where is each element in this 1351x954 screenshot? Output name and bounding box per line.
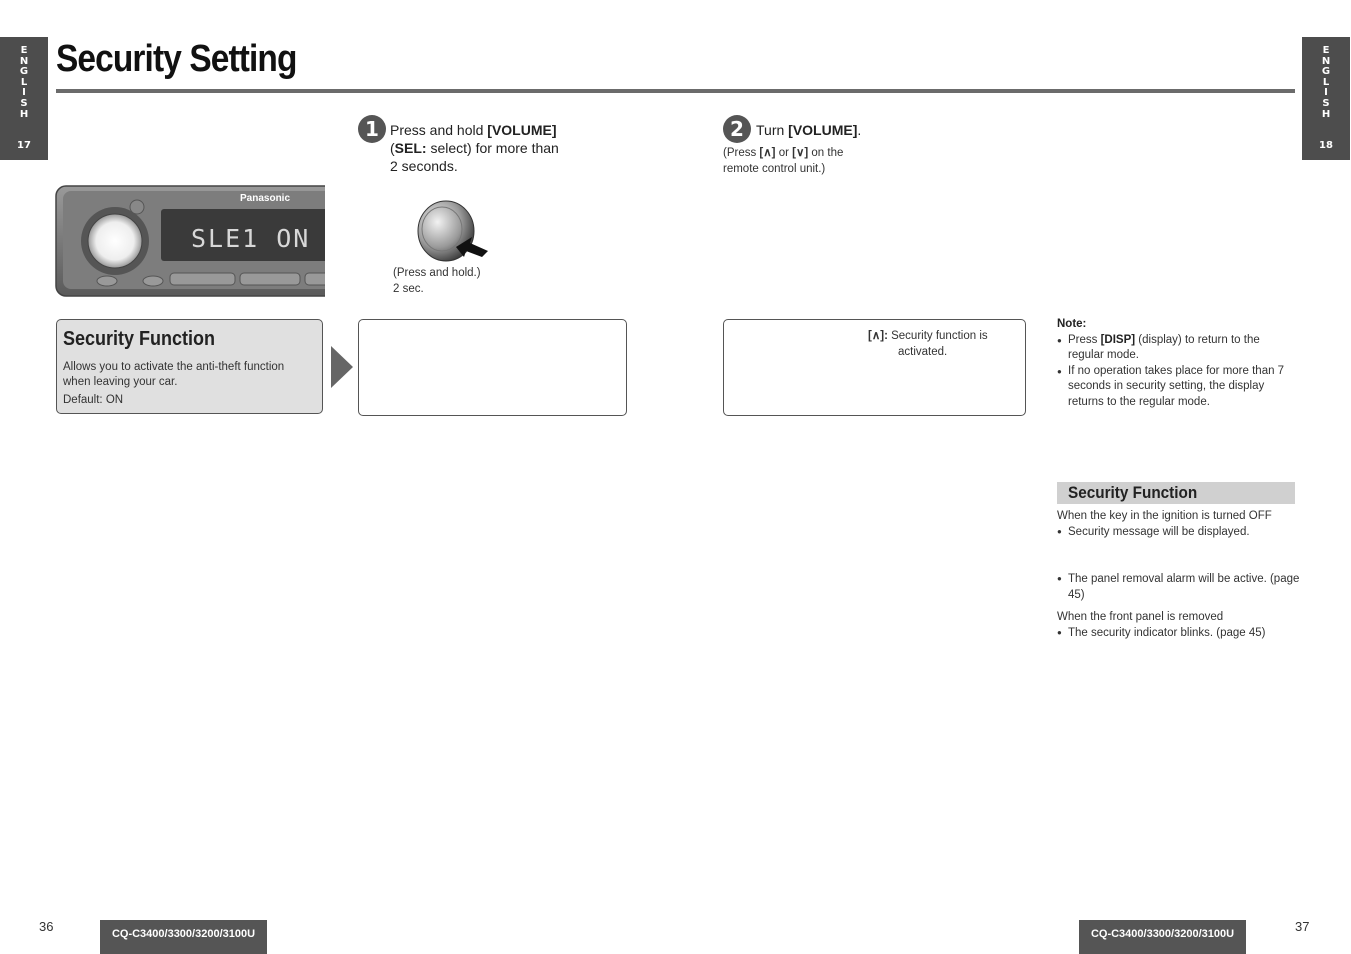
up-key-result-text: Security function is [891,330,988,342]
sel-key-label: SEL: [394,140,427,156]
tab-letter: H [19,108,29,120]
tab-letter: I [1324,87,1328,99]
tab-letter: G [1321,66,1331,78]
page-title: Security Setting [56,38,297,80]
up-key-result [868,328,988,344]
step-1-line-2 [390,139,580,157]
step-2-text: . [857,122,862,138]
display-box-step-2 [723,319,1026,416]
ignition-off-text: When the key in the ignition is turned OFF [1057,510,1272,522]
tab-letter: E [20,45,28,56]
language-tab-letters [0,46,48,120]
up-key-label: [∧] [759,147,776,159]
note-text: Press [1068,333,1101,346]
tab-letter: I [22,87,26,99]
note-text: (display) to return to the regular mode. [1068,333,1260,361]
note-section [1057,317,1297,410]
section-page-number: 17 [17,140,31,151]
tab-letter: N [19,55,29,67]
tab-letter: S [20,97,28,109]
tab-letter: S [1322,97,1330,109]
step-1-text: select) for more than [426,140,559,156]
tab-letter: H [1321,108,1331,120]
note-label: Note: [1057,318,1087,330]
flow-arrow-icon [331,346,353,388]
tab-letter: L [20,76,28,88]
title-rule [56,89,1295,93]
model-number-right: CQ-C3400/3300/3200/3100U [1079,920,1246,954]
security-function-title: Security Function [63,328,216,350]
tab-letter: E [1322,45,1330,56]
stereo-display-text: SLE1 ON [191,224,311,253]
step-1-text: ( [390,140,395,156]
note-item [1057,333,1297,364]
front-panel-removed-text: When the front panel is removed [1057,611,1224,623]
up-key-result-text-2: activated. [898,346,948,358]
display-box-step-1 [358,319,627,416]
step-1-badge: 1 [358,115,386,143]
security-function-default: Default: ON [63,394,124,406]
section-page-number: 18 [1319,140,1333,151]
indicator-blinks-bullet: ● The security indicator blinks. (page 45) [1057,625,1308,641]
remote-note-text: (Press [723,147,760,159]
step-2-instruction [756,121,861,139]
tab-letter: N [1321,55,1331,67]
up-key-label: [∧]: [868,330,888,342]
language-tab-letters [1302,46,1350,120]
remote-note-text: on the [808,147,844,159]
down-key-label: [∨] [792,147,809,159]
language-tab-left [0,37,48,160]
step-1-line-1 [390,121,580,139]
remote-note-text: or [775,147,793,159]
panel-alarm-bullet: ● The panel removal alarm will be active. (page 45) [1057,571,1308,603]
step-2-remote-note-2: remote control unit.) [723,163,826,175]
step-2-remote-note-1 [723,145,843,161]
security-function-heading: Security Function [1068,483,1198,502]
volume-knob-press-icon [412,195,492,265]
step-2-badge: 2 [723,115,751,143]
security-function-description: Allows you to activate the anti-theft function when leaving your car. [63,361,285,388]
language-tab-right [1302,37,1350,160]
note-item: ● If no operation takes place for more than 7 seconds in security setting, the display returns to the regular mode. [1057,364,1297,411]
knob-caption-2: 2 sec. [393,283,424,295]
security-message-bullet: ● Security message will be displayed. [1057,524,1308,540]
step-1-line-3: 2 seconds. [390,158,458,174]
disp-key-label: [DISP] [1100,333,1136,346]
security-function-heading-bar [1057,482,1295,504]
step-1-text: Press and hold [390,122,488,138]
step-1-instructions [390,121,580,175]
knob-caption-1: (Press and hold.) [393,267,481,279]
brand-logo: Panasonic [240,193,291,204]
page-number-left: 36 [39,919,54,934]
tab-letter: L [1322,76,1330,88]
car-stereo-illustration [55,185,325,297]
step-2-text: Turn [756,122,789,138]
volume-key-label: [VOLUME] [788,122,858,138]
volume-key-label: [VOLUME] [487,122,557,138]
model-number-left: CQ-C3400/3300/3200/3100U [100,920,267,954]
page-number-right: 37 [1295,919,1310,934]
security-function-box [56,319,323,414]
tab-letter: G [19,66,29,78]
